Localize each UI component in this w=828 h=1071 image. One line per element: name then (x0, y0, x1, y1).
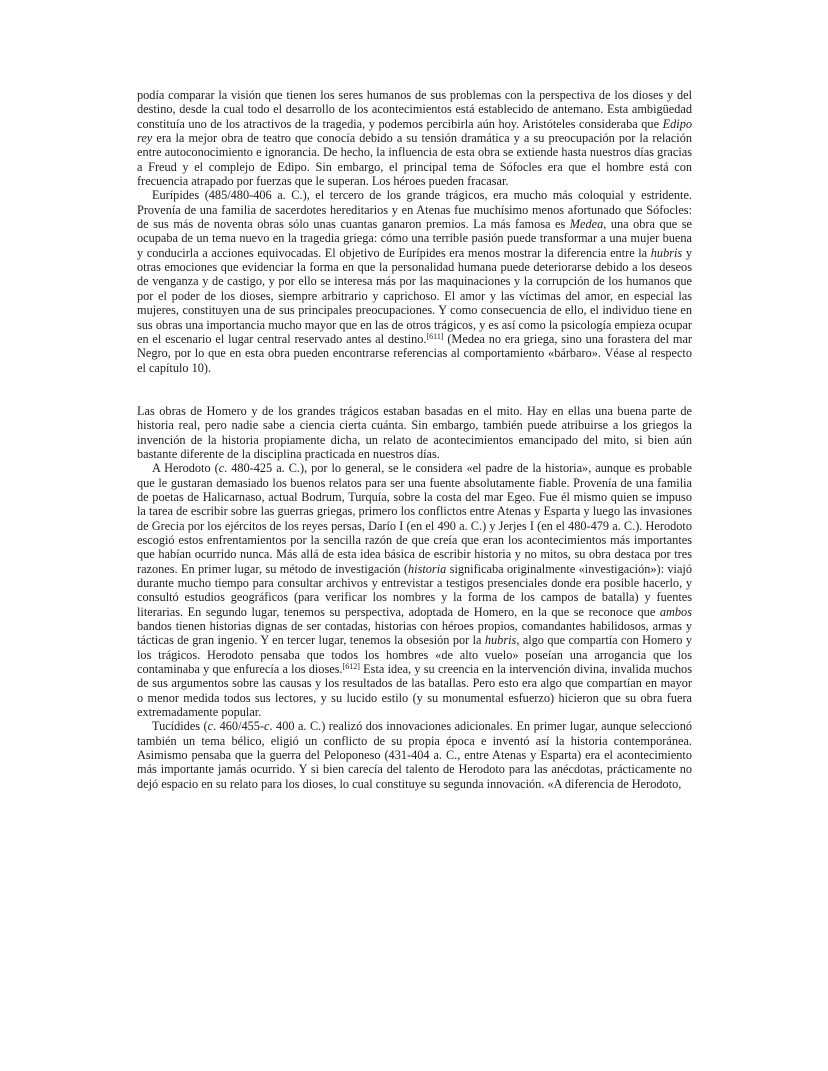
paragraph (137, 88, 692, 188)
body-text: podía comparar la visión que tienen los seres humanos de sus problemas con la perspectiva de los dioses y del destino, desde la cual todo el desarrollo de los acontecimientos está establecido de antemano. Esta ambigüedad constituía uno de los atractivos de la tragedia, y podemos percibirla aún hoy. Aristóteles consideraba que (137, 88, 692, 131)
italic-text: historia (408, 561, 447, 576)
italic-text: c (218, 461, 225, 476)
italic-text: hubris (650, 245, 683, 260)
italic-text: c (207, 719, 214, 734)
body-text: , algo que compartía con Homero y los trágicos. Herodoto pensaba que todos los hombres «de alto vuelo» poseían una arrogancia que los contaminaba y que enfurecía a los dioses. (137, 633, 692, 677)
body-text: era la mejor obra de teatro que conocía debido a su tensión dramática y a su preocupación por la relación entre autoconocimiento e ignorancia. De hecho, la influencia de esta obra se extiende hasta nuestros días gracias a Freud y el complejo de Edipo. Sin embargo, el principal tema de Sófocles era que el hombre está con frecuencia atrapado por fuerzas que le superan. Los héroes pueden fracasar. (137, 131, 692, 189)
text-block (137, 88, 692, 791)
italic-text: ambos (659, 604, 692, 619)
body-text: . 460/455- (213, 719, 265, 734)
body-text: , una obra que se ocupaba de un tema nuevo en la tragedia griega: cómo una terrible pasión puede transformar a una mujer buena y conducirla a acciones equivocadas. El objetivo de Eurípides era menos mostrar la diferencia entre la (137, 217, 692, 260)
paragraph (137, 461, 692, 719)
body-text: A Herodoto ( (152, 461, 219, 476)
body-text: . 400 a. C.) realizó dos innovaciones adicionales. En primer lugar, aunque seleccionó también un tema bélico, eligió un conflicto de su propia época e inventó así la historia contemporánea. Asimismo pensaba que la guerra del Peloponeso (431-404 a. C., entre Atenas y Esparta) era el acontecimiento más importante jamás ocurrido. Y si bien carecía del talento de Herodoto para las anécdotas, prácticamente no dejó espacio en su relato para los dioses, lo cual constituye su segunda innovación. «A diferencia de Herodoto, (137, 719, 692, 791)
italic-text: hubris (484, 633, 517, 648)
footnote-ref[interactable]: [612] (342, 662, 360, 672)
body-text: y otras emociones que evidenciar la forma en que la personalidad humana puede deteriorarse debido a los deseos de venganza y de castigo, y por ello se interesa más por las maquinaciones y la corrupción de los humanos que por el poder de los dioses, siempre arbitrario y caprichoso. El amor y las víctimas del amor, en especial las mujeres, constituyen una de sus principales preocupaciones. Y como consecuencia de ello, el individuo tiene en sus obras una importancia mucho mayor que en las de otros trágicos, y es así como la psicología empieza ocupar en el escenario el lugar central reservado antes al destino. (137, 245, 692, 346)
italic-text: c (264, 719, 270, 734)
body-text: Tucídides ( (152, 719, 208, 734)
body-text: Eurípides (485/480-406 a. C.), el tercero de los grande trágicos, era mucho más coloquial y estridente. Provenía de una familia de sacerdotes hereditarios y en Atenas fue muchísimo menos afortunado que Sófocles: de sus más de noventa obras sólo unas cuantas ganaron premios. La más famosa es (137, 188, 692, 232)
body-text: (Medea no era griega, sino una forastera del mar Negro, por lo que en esta obra pueden encontrarse referencias al comportamiento «bárbaro». Véase al respecto el capítulo 10). (137, 331, 692, 375)
footnote-ref[interactable]: [611] (426, 331, 444, 341)
paragraph (137, 719, 692, 791)
body-text: . 480-425 a. C.), por lo general, se le considera «el padre de la historia», aunque es probable que le gustaran demasiado los buenos relatos para ser una fuente absolutamente fiable. Provenía de una familia de poetas de Halicarnaso, actual Bodrum, Turquía, sobre la costa del mar Egeo. Fue él mismo quien se impuso la tarea de escribir sobre las guerras griegas, primero los conflictos entre Atenas y Esparta y luego las invasiones de Grecia por los ejércitos de los reyes persas, Darío I (en el 490 a. C.) y Jerjes I (en el 480-479 a. C.). Herodoto escogió estos enfrentamientos por la sencilla razón de que creía que eran los acontecimientos más importantes que habían ocurrido nunca. Más allá de esta idea básica de escribir historia y no mitos, su obra destaca por tres razones. En primer lugar, su método de investigación ( (137, 461, 692, 576)
paragraph (137, 188, 692, 374)
paragraph (137, 404, 692, 461)
italic-text: Medea (569, 217, 604, 232)
body-text: Las obras de Homero y de los grandes trágicos estaban basadas en el mito. Hay en ellas una buena parte de historia real, pero nadie sabe a ciencia cierta cuánta. Sin embargo, también puede atribuirse a los griegos la invención de la historia propiamente dicha, un relato de acontecimientos emancipado del mito, si bien aún bastante diferente de la disciplina practicada en nuestros días. (137, 403, 692, 461)
body-text: Esta idea, y su creencia en la intervención divina, invalida muchos de sus argumentos sobre las causas y los resultados de las batallas. Pero esto era algo que compartían en mayor o menor medida todos sus lectores, y su lucido estilo (y su monumental esfuerzo) hicieron que su obra fuera extremadamente popular. (137, 662, 692, 720)
body-text: significaba originalmente «investigación»): viajó durante mucho tiempo para consultar archivos y entrevistar a testigos presenciales donde era posible hacerlo, y consultó estudios geográficos (para verificar los nombres y la forma de los campos de batalla) y fuentes literarias. En segundo lugar, tenemos su perspectiva, adoptada de Homero, en la que se reconoce que (137, 561, 692, 619)
italic-text: Edipo rey (137, 116, 692, 146)
body-text: bandos tienen historias dignas de ser contadas, historias con héroes propios, comandantes habilidosos, armas y tácticas de gran ingenio. Y en tercer lugar, tenemos la obsesión por la (137, 619, 692, 648)
